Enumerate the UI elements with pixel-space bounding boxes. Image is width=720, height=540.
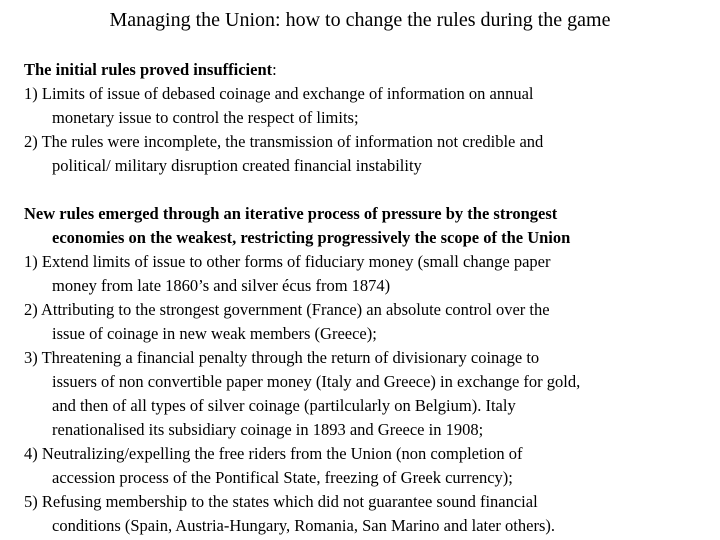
slide-title: Managing the Union: how to change the rules during the game (109, 9, 611, 31)
list-item (24, 346, 714, 442)
list-item-line: 4) Neutralizing/expelling the free riders from the Union (non completion of (24, 444, 523, 463)
list-item (24, 82, 714, 130)
list-item (24, 250, 714, 298)
initial-rules-section (24, 58, 714, 178)
list-item-line: 1) Extend limits of issue to other forms of fiduciary money (small change paper (24, 252, 551, 271)
list-item (24, 490, 714, 538)
list-item-line: and then of all types of silver coinage (partilcularly on Belgium). Italy (52, 396, 516, 415)
new-rules-heading: New rules emerged through an iterative process of pressure by the strongest (24, 204, 558, 223)
list-item-line: issue of coinage in new weak members (Greece); (52, 324, 377, 343)
initial-rules-heading-text: The initial rules proved insufficient (24, 60, 273, 79)
list-item (24, 130, 714, 178)
list-item (24, 298, 714, 346)
list-item-line: renationalised its subsidiary coinage in 1893 and Greece in 1908; (52, 420, 484, 439)
list-item-line: political/ military disruption created financial instability (52, 156, 422, 175)
new-rules-section (24, 202, 714, 538)
list-item-line: 2) The rules were incomplete, the transmission of information not credible and (24, 132, 544, 151)
new-rules-heading: economies on the weakest, restricting progressively the scope of the Union (52, 228, 571, 247)
list-item-line: 1) Limits of issue of debased coinage and exchange of information on annual (24, 84, 534, 103)
list-item-line: money from late 1860’s and silver écus from 1874) (52, 276, 391, 295)
list-item (24, 442, 714, 490)
initial-rules-heading (24, 58, 714, 82)
list-item-line: 5) Refusing membership to the states which did not guarantee sound financial (24, 492, 538, 511)
list-item-line: monetary issue to control the respect of limits; (52, 108, 359, 127)
list-item-line: 3) Threatening a financial penalty through the return of divisionary coinage to (24, 348, 540, 367)
list-item-line: 2) Attributing to the strongest government (France) an absolute control over the (24, 300, 550, 319)
list-item-line: conditions (Spain, Austria-Hungary, Romania, San Marino and later others). (52, 516, 555, 535)
list-item-line: accession process of the Pontifical State, freezing of Greek currency); (52, 468, 513, 487)
list-item-line: issuers of non convertible paper money (Italy and Greece) in exchange for gold, (52, 372, 581, 391)
heading-colon: : (272, 60, 277, 79)
